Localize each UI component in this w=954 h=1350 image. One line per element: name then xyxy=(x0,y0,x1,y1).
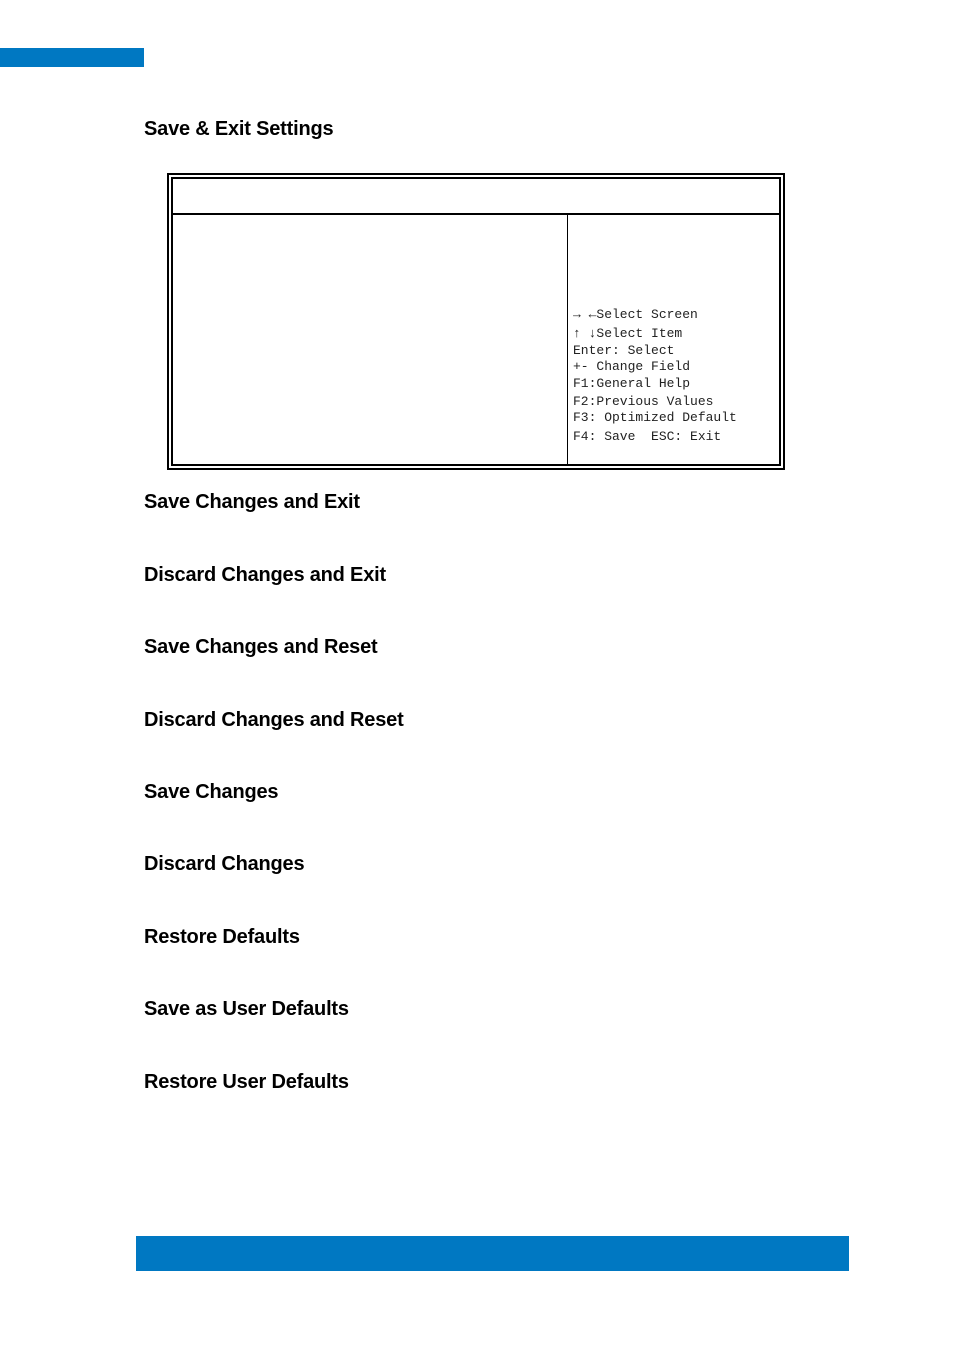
help-line-general-help: F1:General Help xyxy=(573,375,691,391)
footer-accent-bar xyxy=(136,1236,849,1271)
bios-screen-frame xyxy=(171,177,781,466)
bios-title-bar xyxy=(173,179,779,215)
option-discard-changes-and-exit: Discard Changes and Exit xyxy=(144,564,386,586)
help-line-enter: Enter: Select xyxy=(573,342,675,358)
option-discard-changes: Discard Changes xyxy=(144,853,305,875)
help-line-save-exit: F4: Save ESC: Exit xyxy=(573,428,722,444)
help-line-select-item: ↑ ↓Select Item xyxy=(573,326,683,342)
help-line-previous-values: F2:Previous Values xyxy=(573,394,714,410)
option-restore-user-defaults: Restore User Defaults xyxy=(144,1071,349,1093)
help-line-change-field: +- Change Field xyxy=(573,359,691,375)
header-accent-bar xyxy=(0,48,144,67)
option-discard-changes-and-reset: Discard Changes and Reset xyxy=(144,709,404,731)
bios-help-pane xyxy=(568,215,779,464)
help-line-optimized-default: F3: Optimized Default xyxy=(573,410,737,426)
option-save-as-user-defaults: Save as User Defaults xyxy=(144,998,349,1020)
bios-screen xyxy=(167,173,785,470)
bios-menu-pane xyxy=(173,215,568,464)
key-help-list xyxy=(573,307,737,445)
option-save-changes: Save Changes xyxy=(144,781,279,803)
option-restore-defaults: Restore Defaults xyxy=(144,926,300,948)
section-title: Save & Exit Settings xyxy=(144,118,334,140)
option-save-changes-and-reset: Save Changes and Reset xyxy=(144,636,378,658)
option-save-changes-and-exit: Save Changes and Exit xyxy=(144,491,360,513)
help-line-select-screen: → ←Select Screen xyxy=(573,307,698,322)
